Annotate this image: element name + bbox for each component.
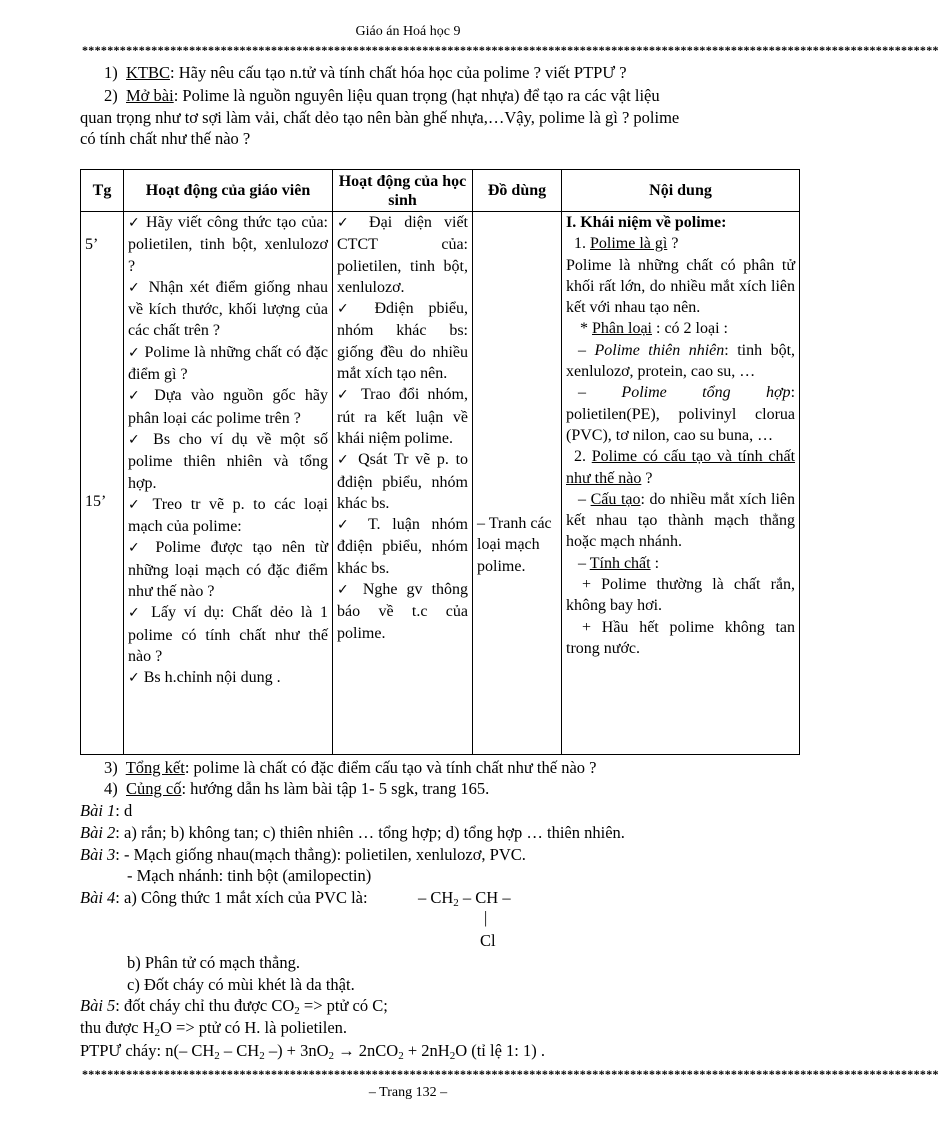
teacher-activity: ✓ Hãy viết công thức tạo của: polietilen, tinh bột, xenlulozơ ? xyxy=(128,214,328,275)
check-icon: ✓ xyxy=(337,517,357,534)
exercise-1: Bài 1: d xyxy=(80,801,133,820)
exercise-4: Bài 4: a) Công thức 1 mắt xích của PVC là: xyxy=(80,888,368,907)
exercise-5-line-2: thu được $H_2O$ => ptử có H. là polietilen. xyxy=(80,1018,348,1039)
teacher-activity: ✓ Polime được tạo nên từ những loại mạch có đặc điểm như thế nào ? xyxy=(128,539,329,601)
check-icon: ✓ xyxy=(128,670,140,687)
page-header: Giáo án Hoá học 9 xyxy=(355,24,461,39)
teacher-activities-cell xyxy=(124,212,333,755)
exercise-5: Bài 5: đốt cháy chỉ thu được $CO_2$ => ptử có C; xyxy=(80,996,388,1017)
check-icon: ✓ xyxy=(337,301,360,318)
time-15: 15’ xyxy=(85,493,107,510)
top-separator: **************************************************************************************************************************************** xyxy=(82,43,939,57)
natural-polime: – Polime thiên nhiên: tinh bột, xenlulozơ, protein, cao su, … xyxy=(566,341,796,381)
teacher-activity: ✓ Bs h.chỉnh nội dung . xyxy=(128,669,281,687)
lesson-table xyxy=(80,169,800,755)
pvc-formula-cl: Cl xyxy=(480,931,496,950)
synthetic-polime: – Polime tổng hợp: polietilen(PE), polivinyl clorua (PVC), tơ nilon, cao su buna, … xyxy=(566,384,796,444)
student-activity: ✓ Nghe gv thông báo về t.c của polime. xyxy=(337,581,469,642)
mo-bai-label: Mở bài xyxy=(126,86,174,105)
property-1: + Polime thường là chất rắn, không bay hơi. xyxy=(566,576,795,615)
tools-text: – Tranh các loại mạch polime. xyxy=(477,515,552,575)
summary-item-3: 3) Tổng kết: polime là chất có đặc điểm cấu tạo và tính chất như thế nào ? xyxy=(104,758,597,777)
combustion-equation: PTPƯ cháy: n(– $CH_2 - CH_2$ –) + $3nO_2 \to 2nCO_2 + 2nH_2O$ (tỉ lệ 1: 1) . xyxy=(80,1041,546,1062)
time-5: 5’ xyxy=(85,236,99,253)
bottom-separator: **************************************************************************************************************************************** xyxy=(82,1067,939,1081)
teacher-activity: ✓ Lấy ví dụ: Chất dẻo là 1 polime có tính chất như thế nào ? xyxy=(128,604,328,665)
summary-item-4: 4) Củng cố: hướng dẫn hs làm bài tập 1- 5 sgk, trang 165. xyxy=(104,779,490,798)
check-icon: ✓ xyxy=(128,344,141,361)
structure: – Cấu tạo: do nhiều mắt xích liên kết nhau tạo thành mạch thẳng hoặc mạch nhánh. xyxy=(566,490,795,551)
col-header-student: Hoạt động của học sinh xyxy=(333,170,473,212)
exercise-4-c: c) Đốt cháy có mùi khét là da thật. xyxy=(127,975,355,994)
time-cell xyxy=(81,212,124,755)
student-activity: ✓ T. luận nhóm đdiện pbiểu, nhóm khác bs. xyxy=(337,516,468,577)
check-icon: ✓ xyxy=(128,540,146,557)
student-activity: ✓ Đại diện viết CTCT của: polietilen, tinh bột, xenlulozơ. xyxy=(337,214,468,296)
teacher-activity: ✓ Treo tr vẽ p. to các loại mạch của polime: xyxy=(128,495,328,536)
col-header-content: Nội dung xyxy=(562,170,800,212)
exercise-4-b: b) Phân tử có mạch thẳng. xyxy=(127,953,300,972)
section-1-title: 1. Polime là gì ? xyxy=(574,235,679,253)
check-icon: ✓ xyxy=(128,605,144,622)
check-icon: ✓ xyxy=(337,387,353,404)
content-heading: I. Khái niệm về polime: xyxy=(566,214,727,231)
exercise-3-line-2: - Mạch nhánh: tinh bột (amilopectin) xyxy=(127,866,372,885)
check-icon: ✓ xyxy=(128,431,145,448)
student-activity: ✓ Trao đổi nhóm, rút ra kết luận về khái niệm polime. xyxy=(337,386,468,447)
pvc-formula: – $CH_2$ – CH – xyxy=(418,888,511,909)
intro-item-1: 1) KTBC: Hãy nêu cấu tạo n.tử và tính chất hóa học của polime ? viết PTPƯ ? xyxy=(104,63,627,82)
check-icon: ✓ xyxy=(337,452,352,469)
classification: * Phân loại : có 2 loại : xyxy=(580,320,728,338)
col-header-tg: Tg xyxy=(81,170,124,212)
properties: – Tính chất : xyxy=(578,554,660,572)
check-icon: ✓ xyxy=(337,582,354,599)
intro-item-2: 2) Mở bài: Polime là nguồn nguyên liệu quan trọng (hạt nhựa) để tạo ra các vật liệu xyxy=(104,86,660,105)
page-number: – Trang 132 – xyxy=(368,1085,448,1100)
exercise-2: Bài 2: a) rắn; b) không tan; c) thiên nhiên … tổng hợp; d) tổng hợp … thiên nhiên. xyxy=(80,823,625,842)
property-2: + Hầu hết polime không tan trong nước. xyxy=(566,618,795,657)
teacher-activity: ✓ Polime là những chất có đặc điểm gì ? xyxy=(128,343,329,384)
check-icon: ✓ xyxy=(128,279,143,296)
col-header-tools: Đồ dùng xyxy=(473,170,562,212)
student-activity: ✓ Đdiện pbiểu, nhóm khác bs: giống đều do nhiều mắt xích tạo nên. xyxy=(337,300,469,383)
teacher-activity: ✓ Dựa vào nguồn gốc hãy phân loại các polime trên ? xyxy=(128,387,329,427)
section-2-title: 2. Polime có cấu tạo và tính chất như thế nào ? xyxy=(566,448,796,487)
intro-item-2-line-3: có tính chất như thế nào ? xyxy=(80,129,251,148)
check-icon: ✓ xyxy=(337,215,357,231)
polime-definition: Polime là những chất có phân tử khối rất lớn, do nhiều mắt xích liên kết với nhau tạo nên. xyxy=(566,256,795,317)
tools-cell xyxy=(473,212,562,755)
check-icon: ✓ xyxy=(128,388,146,405)
ktbc-label: KTBC xyxy=(126,63,171,82)
pvc-formula-bond: | xyxy=(484,908,488,927)
content-cell xyxy=(562,212,800,755)
check-icon: ✓ xyxy=(128,215,141,231)
check-icon: ✓ xyxy=(128,496,145,513)
col-header-teacher: Hoạt động của giáo viên xyxy=(124,170,333,212)
teacher-activity: ✓ Nhận xét điểm giống nhau về kích thước, khối lượng của các chất trên ? xyxy=(128,278,328,340)
intro-item-2-line-2: quan trọng như tơ sợi làm vải, chất dẻo tạo nên bàn ghế nhựa,…Vậy, polime là gì ? polime xyxy=(80,108,680,127)
exercise-3: Bài 3: - Mạch giống nhau(mạch thẳng): polietilen, xenlulozơ, PVC. xyxy=(80,845,526,864)
student-activities-cell xyxy=(333,212,473,755)
student-activity: ✓ Qsát Tr vẽ p. to đdiện pbiểu, nhóm khác bs. xyxy=(337,451,469,512)
teacher-activity: ✓ Bs cho ví dụ về một số polime thiên nhiên và tổng hợp. xyxy=(128,430,328,492)
